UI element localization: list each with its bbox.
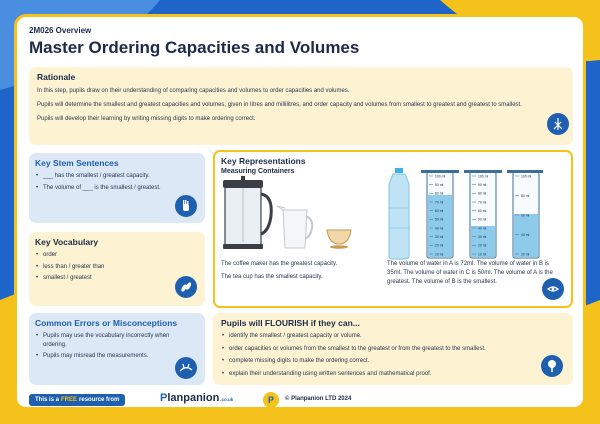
- rationale-paragraph: Pupils will determine the smallest and greatest capacities and volumes, given in litres and millilitres, and order capacity and volumes from smallest to greatest and greatest to smallest.: [37, 102, 522, 108]
- free-prefix: This is a: [35, 397, 60, 403]
- key-rep-subheading: Measuring Containers: [221, 168, 295, 175]
- scale-label: 10 ml: [478, 252, 487, 257]
- key-rep-heading: Key Representations: [221, 156, 306, 166]
- stem-sentences-panel: [29, 153, 205, 223]
- scale-label: 80 ml: [521, 193, 530, 198]
- overview-card: [14, 14, 586, 410]
- water-bottle-icon: [389, 168, 409, 259]
- scale-label: 30 ml: [435, 234, 444, 239]
- scale-label: 50 ml: [478, 217, 487, 222]
- scale-label: 70 ml: [478, 200, 487, 205]
- scale-label: 100 ml: [521, 174, 532, 179]
- jug-icon: [277, 206, 312, 248]
- misconceptions-panel: [29, 313, 205, 385]
- list-item: • complete missing digits to make the ordering correct.: [221, 357, 565, 366]
- planpanion-logo[interactable]: [160, 392, 233, 404]
- brand-initial: P: [160, 392, 168, 404]
- free-suffix: resource from: [79, 397, 120, 403]
- key-representations-panel: [213, 150, 573, 308]
- errors-heading: Common Errors or Misconceptions: [35, 318, 178, 328]
- scale-label: 80 ml: [435, 191, 444, 196]
- scale-label: 60 ml: [478, 208, 487, 213]
- scale-label: 10 ml: [435, 252, 444, 257]
- caption-volumes: The volume of water in A is 72ml. The volume of water in B is 35ml. The volume of water in C is 50ml. The volume of A is the greatest. The volume of B is the smallest.: [387, 261, 553, 285]
- tea-cup-icon: [327, 230, 351, 249]
- list-item: • identify the smallest / greatest capacity or volume.: [221, 332, 565, 341]
- caption-teacup: The tea cup has the smallest capacity.: [221, 274, 323, 280]
- list-item: • order capacities or volumes from the smallest to the greatest or from the greatest to the smallest.: [221, 345, 565, 354]
- scale-label: 30 ml: [478, 234, 487, 239]
- list-item: • The volume of ___ is the smallest / greatest.: [35, 184, 173, 193]
- branch-icon: [175, 357, 197, 379]
- list-item: • ___ has the smallest / greatest capacity.: [35, 172, 173, 181]
- list-item: • Pupils may misread the measurements.: [35, 352, 173, 361]
- containers-illustration: [219, 176, 367, 254]
- scale-label: 100 ml: [435, 174, 446, 179]
- list-item: • Pupils may use the vocabulary incorrectly when ordering.: [35, 332, 173, 349]
- copyright-text: © Planpanion LTD 2024: [285, 396, 352, 402]
- scale-label: 100 ml: [478, 174, 489, 179]
- scale-label: 70 ml: [435, 200, 444, 205]
- footer: [17, 391, 586, 410]
- leaves-icon: [175, 276, 197, 298]
- water-containers-illustration: [383, 168, 543, 260]
- list-item: • order: [35, 251, 199, 260]
- seedling-icon: [542, 278, 564, 300]
- scale-label: 60 ml: [521, 213, 530, 218]
- vocab-heading: Key Vocabulary: [35, 237, 99, 247]
- page-title: Master Ordering Capacities and Volumes: [29, 38, 360, 57]
- scale-label: 80 ml: [478, 191, 487, 196]
- scale-label: 90 ml: [435, 182, 444, 187]
- rationale-heading: Rationale: [37, 72, 76, 82]
- hand-icon: [175, 195, 197, 217]
- brand-domain: .co.uk: [220, 397, 234, 402]
- scale-label: 40 ml: [478, 226, 487, 231]
- scale-label: 20 ml: [478, 243, 487, 248]
- list-item: • less than / greater than: [35, 263, 199, 272]
- scale-label: 40 ml: [435, 226, 444, 231]
- tree-icon: [541, 355, 563, 377]
- lesson-code: 2M026 Overview: [29, 26, 92, 35]
- flourish-panel: [213, 313, 573, 385]
- free-resource-badge: [29, 394, 125, 406]
- vocabulary-panel: [29, 232, 205, 306]
- rationale-panel: [29, 67, 573, 145]
- brand-name: lanpanion: [167, 392, 220, 404]
- flourish-heading: Pupils will FLOURISH if they can...: [221, 318, 360, 328]
- scale-label: 20 ml: [521, 252, 530, 257]
- scale-label: 60 ml: [435, 208, 444, 213]
- scale-label: 90 ml: [478, 182, 487, 187]
- rationale-paragraph: Pupils will develop their learning by writing missing digits to make ordering correct.: [37, 116, 256, 122]
- roots-icon: [547, 113, 569, 135]
- scale-label: 40 ml: [521, 232, 530, 237]
- list-item: • explain their understanding using written sentences and mathematical proof.: [221, 370, 565, 379]
- rationale-paragraph: In this step, pupils draw on their understanding of comparing capacities and volumes to order capacities and volumes.: [37, 88, 350, 94]
- stem-heading: Key Stem Sentences: [35, 158, 119, 168]
- planpanion-badge-icon: P: [263, 392, 279, 408]
- coffee-maker-icon: [223, 176, 271, 249]
- list-item: • smallest / greatest: [35, 274, 199, 283]
- scale-label: 20 ml: [435, 243, 444, 248]
- caption-coffee: The coffee maker has the greatest capacity.: [221, 261, 338, 267]
- scale-label: 50 ml: [435, 217, 444, 222]
- free-word: FREE: [61, 397, 78, 403]
